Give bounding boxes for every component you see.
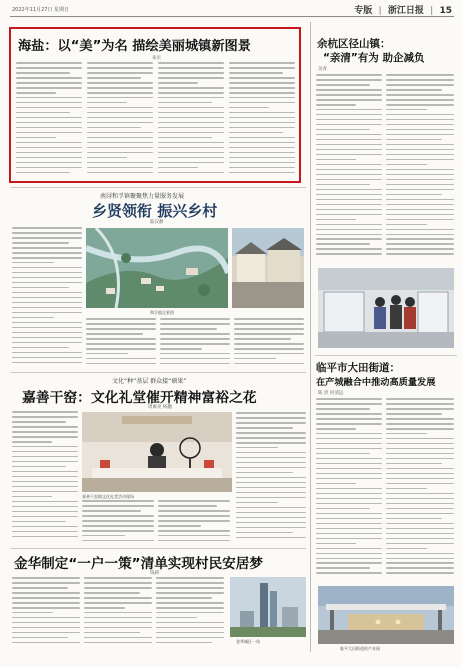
jiashan-byline: 周素亮 杨翻 [148,405,172,410]
jiashan-body-col-2 [82,500,154,545]
highlight-frame [9,27,301,183]
column-divider [310,22,311,652]
industrial-park-photo [318,586,454,644]
linping-body-col-2 [386,398,454,580]
jinhua-body-col-1 [12,577,80,649]
xiangxian-body-col-1 [12,227,82,367]
divider-2 [10,372,306,373]
jiashan-body-col-4 [236,412,306,545]
jinhua-byline: 钱莉 [150,571,159,576]
divider-1 [10,187,306,188]
xiangxian-kicker: 南浔和孚镇聚聚焦力量服务发展 [100,193,185,200]
jiashan-kicker: 文化“种”基层 群众接“硕果” [112,378,187,385]
haiyan-headline: 海盐：以“美”为名 描绘美丽城镇新图景 [18,39,251,54]
linping-headline-line2: 在产城融合中推动高质量发展 [316,377,436,388]
industrial-photo-caption: 临平大田街道的产业园 [340,646,380,651]
linping-byline: 陈 淡 何清远 [318,391,344,396]
city-photo-caption: 金华城区一角 [236,639,260,644]
jiashan-body-col-1 [12,411,78,541]
paper-name: 浙江日报 [387,6,424,16]
jiashan-headline: 嘉善干窑：文化礼堂催开精神富裕之花 [22,390,257,406]
header-rule [10,16,454,17]
date-line: 2022年11月27日 星期日 [12,7,70,13]
page-header: 专版 | 浙江日报 | 15 [354,6,452,16]
yuhang-byline: 吴青 [318,67,327,72]
workshop-photo [318,268,454,348]
xiangxian-byline: 陆汉静 [150,220,164,225]
town-street-photo [232,228,304,308]
yuhang-body-col-2 [386,74,454,264]
city-tower-photo [230,577,306,637]
jinhua-body-col-2 [84,577,152,649]
xiangxian-body-col-4 [234,318,304,368]
page-number: 15 [439,6,452,16]
yuhang-headline-line2: “亲清”有为 助企减负 [323,52,425,64]
linping-body-col-1 [316,398,382,580]
linping-headline-line1: 临平市大田街道： [316,362,400,374]
jiashan-body-col-3 [158,500,230,545]
xiangxian-body-col-3 [160,318,230,368]
xiangxian-headline: 乡贤领衔 振兴乡村 [92,202,218,220]
divider-3 [10,548,306,549]
section-name: 专版 [354,6,373,16]
xiangxian-body-col-2 [86,318,156,368]
aerial-town-photo [86,228,228,308]
ceremony-photo-caption: 嘉善干窑镇文化礼堂活动现场 [82,494,134,499]
jinhua-body-col-3 [156,577,224,649]
jinhua-headline: 金华制定“一户一策”清单实现村民安居梦 [14,556,263,572]
aerial-photo-caption: 和孚镇全景图 [150,310,174,315]
divider-right [315,355,457,356]
ceremony-photo [82,412,232,492]
yuhang-headline-line1: 余杭区径山镇： [317,38,391,50]
yuhang-body-col-1 [316,74,382,264]
haiyan-byline: 朱贝 [152,56,161,61]
